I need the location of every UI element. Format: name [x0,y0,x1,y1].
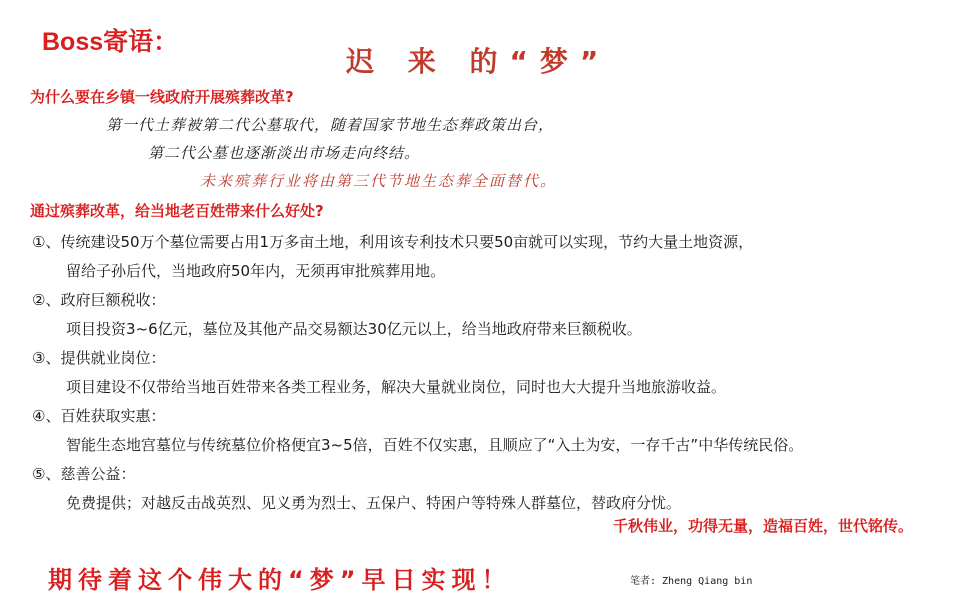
benefit-item [32,344,932,402]
closing-slogan: 期待着这个伟大的“梦”早日实现！ [48,566,512,594]
benefit-description: 智能生态地宫墓位与传统墓位价格便宜3~5倍，百姓不仅实惠，且顺应了“入土为安，一存千古”中华传统民俗。 [66,436,804,454]
benefit-item [32,460,932,518]
question-heading-2: 通过殡葬改革，给当地老百姓带来什么好处? [30,202,324,220]
question-heading-1: 为什么要在乡镇一线政府开展殡葬改革? [30,88,294,106]
benefit-title: ④、百姓获取实惠： [32,407,166,425]
benefit-description: 项目建设不仅带给当地百姓带来各类工程业务，解决大量就业岗位，同时也大大提升当地旅游收益。 [66,378,727,396]
page-title: 迟 来 的“梦” [346,45,611,78]
benefit-description: 留给子孙后代，当地政府50年内，无须再审批殡葬用地。 [66,262,446,280]
benefit-title: ②、政府巨额税收： [32,291,166,309]
handwritten-line-3: 未来殡葬行业将由第三代节地生态葬全面替代。 [200,172,558,190]
boss-label: Boss寄语： [42,28,179,56]
benefit-item [32,402,932,460]
benefit-title: ③、提供就业岗位： [32,349,166,367]
benefit-title: ①、传统建设50万个墓位需要占用1万多亩土地，利用该专利技术只要50亩就可以实现，节约大量土地资源， [32,233,754,251]
handwritten-line-2: 第二代公墓也逐渐淡出市场走向终结。 [148,144,421,162]
benefit-item [32,228,932,286]
benefit-list [32,228,932,518]
benefit-title: ⑤、慈善公益： [32,465,136,483]
benefit-description: 免费提供；对越反击战英烈、见义勇为烈士、五保户、特困户等特殊人群墓位，替政府分忧。 [66,494,682,512]
benefit-description: 项目投资3~6亿元，墓位及其他产品交易额达30亿元以上，给当地政府带来巨额税收。 [66,320,642,338]
motto-text: 千秋伟业，功得无量，造福百姓，世代铭传。 [612,517,913,535]
handwritten-line-1: 第一代土葬被第二代公墓取代，随着国家节地生态葬政策出台， [106,116,555,134]
benefit-item [32,286,932,344]
author-credit: 笔者: Zheng Qiang bin [630,576,753,587]
